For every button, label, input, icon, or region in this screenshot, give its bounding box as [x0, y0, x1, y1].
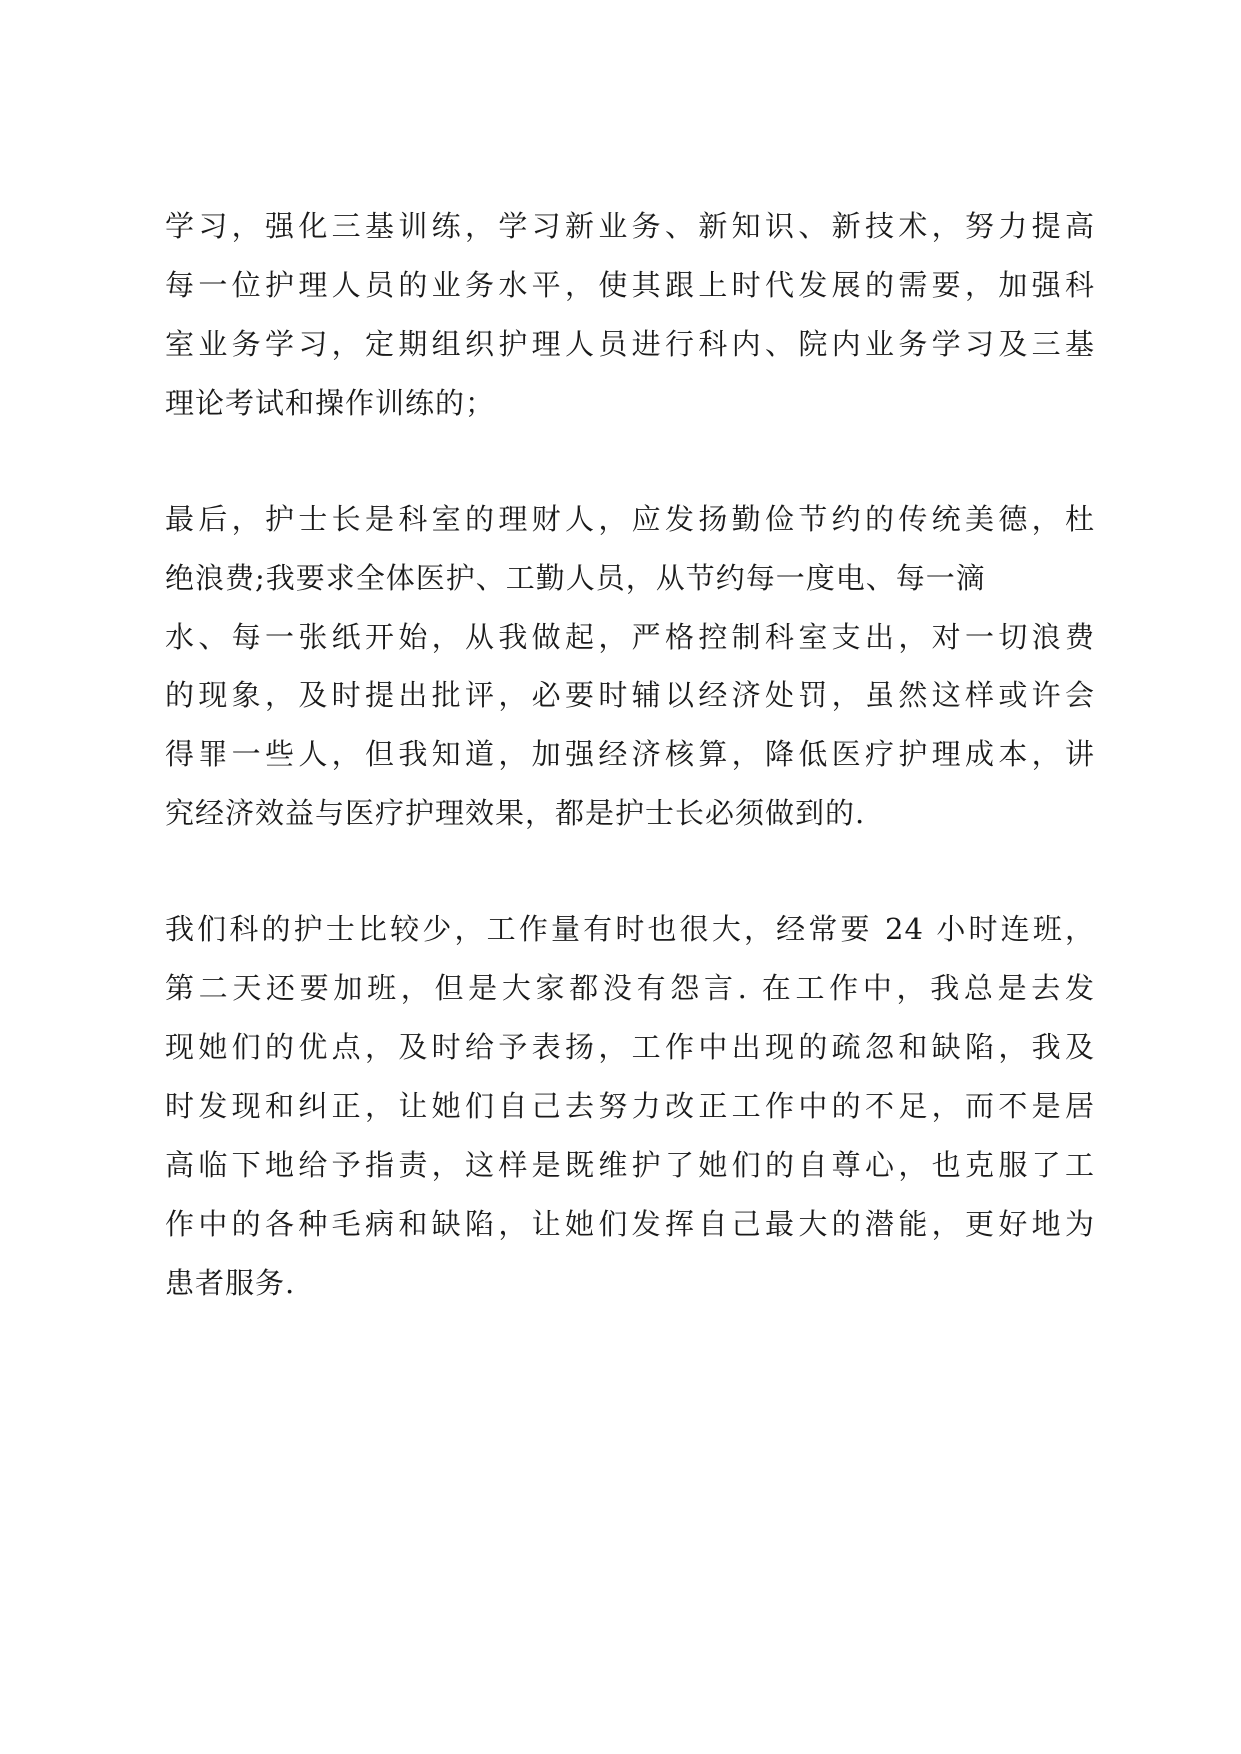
paragraph-3-line-1: 我们科的护士比较少，工作量有时也很大，经常要 24 小时连班，	[165, 912, 1095, 946]
paragraph-1-line-1: 学习，强化三基训练，学习新业务、新知识、新技术，努力提高	[165, 209, 1095, 243]
paragraph-3-line-3: 现她们的优点，及时给予表扬，工作中出现的疏忽和缺陷，我及	[165, 1030, 1095, 1064]
paragraph-2-line-4: 的现象，及时提出批评，必要时辅以经济处罚，虽然这样或许会	[165, 678, 1095, 712]
paragraph-1-line-4: 理论考试和操作训练的；	[165, 386, 496, 420]
paragraph-2-line-6: 究经济效益与医疗护理效果，都是护士长必须做到的.	[165, 796, 866, 830]
paragraph-1-line-3: 室业务学习，定期组织护理人员进行科内、院内业务学习及三基	[165, 327, 1095, 361]
paragraph-2-line-2: 绝浪费;我要求全体医护、工勤人员，从节约每一度电、每一滴	[165, 561, 986, 595]
paragraph-3-line-4: 时发现和纠正，让她们自己去努力改正工作中的不足，而不是居	[165, 1089, 1095, 1123]
paragraph-3-line-7: 患者服务.	[165, 1266, 296, 1300]
paragraph-2-line-5: 得罪一些人，但我知道，加强经济核算，降低医疗护理成本，讲	[165, 737, 1095, 771]
paragraph-2-line-1: 最后，护士长是科室的理财人，应发扬勤俭节约的传统美德，杜	[165, 502, 1095, 536]
paragraph-2-line-3: 水、每一张纸开始，从我做起，严格控制科室支出，对一切浪费	[165, 620, 1095, 654]
paragraph-3-line-6: 作中的各种毛病和缺陷，让她们发挥自己最大的潜能，更好地为	[165, 1207, 1095, 1241]
paragraph-3-line-5: 高临下地给予指责，这样是既维护了她们的自尊心，也克服了工	[165, 1148, 1095, 1182]
paragraph-1-line-2: 每一位护理人员的业务水平，使其跟上时代发展的需要，加强科	[165, 268, 1095, 302]
paragraph-3-line-2: 第二天还要加班，但是大家都没有怨言. 在工作中，我总是去发	[165, 971, 1095, 1005]
